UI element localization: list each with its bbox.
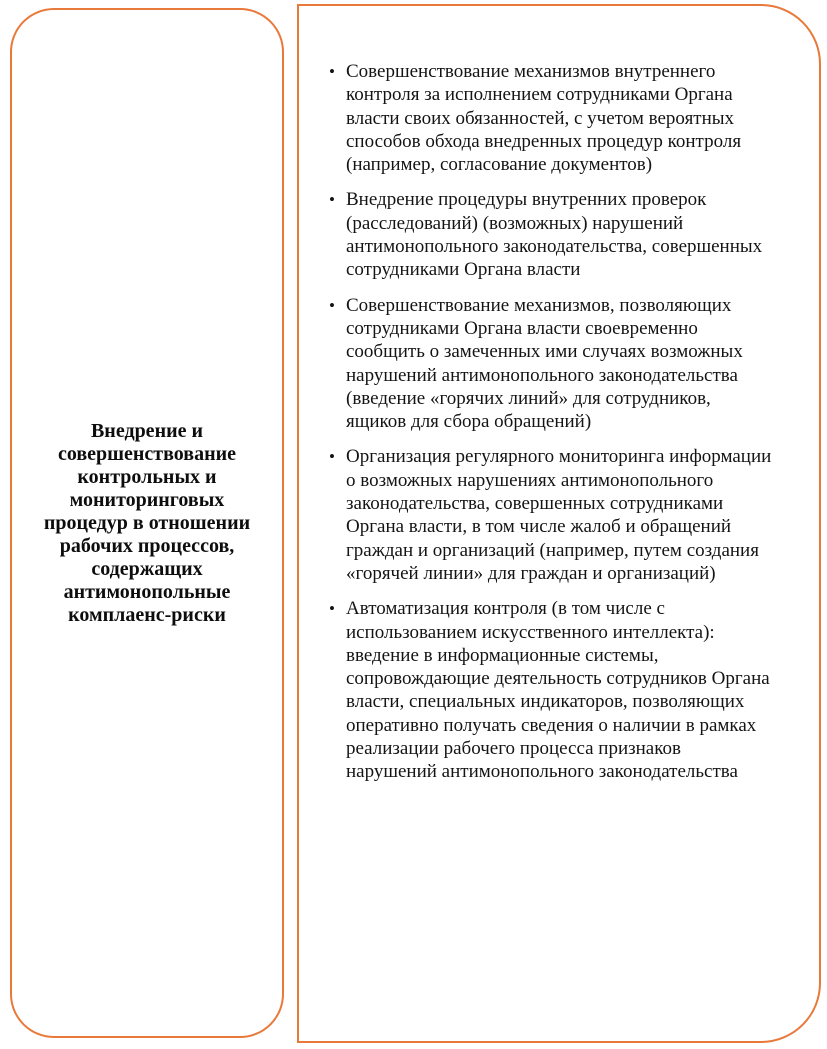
- list-item: [329, 445, 773, 585]
- list-item: [329, 294, 773, 434]
- list-item: [329, 597, 773, 783]
- bullet-text: Внедрение процедуры внутренних проверок (расследований) (возможных) нарушений антимонопольного законодательства, совершенных сотрудниками Органа власти: [346, 189, 763, 281]
- bullet-icon: •: [329, 190, 335, 210]
- bullet-icon: •: [329, 599, 335, 619]
- bullet-icon: •: [329, 295, 335, 315]
- bullet-text: Совершенствование механизмов, позволяющих сотрудниками Органа власти своевременно сообщить о замеченных ими случаях возможных нарушений антимонопольного законодательства (введение «горячих линий» для сотрудников, ящиков для сбора обращений): [346, 294, 743, 433]
- bullet-icon: •: [329, 447, 335, 467]
- bullet-icon: •: [329, 62, 335, 81]
- bullet-text: Совершенствование механизмов внутреннего контроля за исполнением сотрудниками Органа власти своих обязанностей, с учетом вероятных способов обхода внедренных процедур контроля (например, согласование документов): [346, 61, 742, 176]
- bullet-text: Автоматизация контроля (в том числе с использованием искусственного интеллекта): введение в информационные системы, сопровождающие деятельность сотрудников Органа власти, специальных индикаторов, позволяющих оперативно получать сведения о наличии в рамках реализации рабочего процесса признаков нарушений антимонопольного законодательства: [346, 598, 770, 783]
- list-item: [329, 60, 773, 176]
- bullet-text: Организация регулярного мониторинга информации о возможных нарушениях антимонопольного законодательства, совершенных сотрудниками Органа власти, в том числе жалоб и обращений граждан и организаций (например, путем создания «горячей линии» для граждан и организаций): [346, 446, 772, 584]
- left-category-box: [10, 8, 284, 1038]
- right-details-box: [297, 4, 821, 1043]
- list-item: [329, 188, 773, 281]
- bullet-list: [329, 60, 773, 784]
- category-title: Внедрение и совершенствование контрольных и мониторинговых процедур в отношении рабочих процессов, содержащих антимонопольные комплаенс-риски: [43, 419, 251, 626]
